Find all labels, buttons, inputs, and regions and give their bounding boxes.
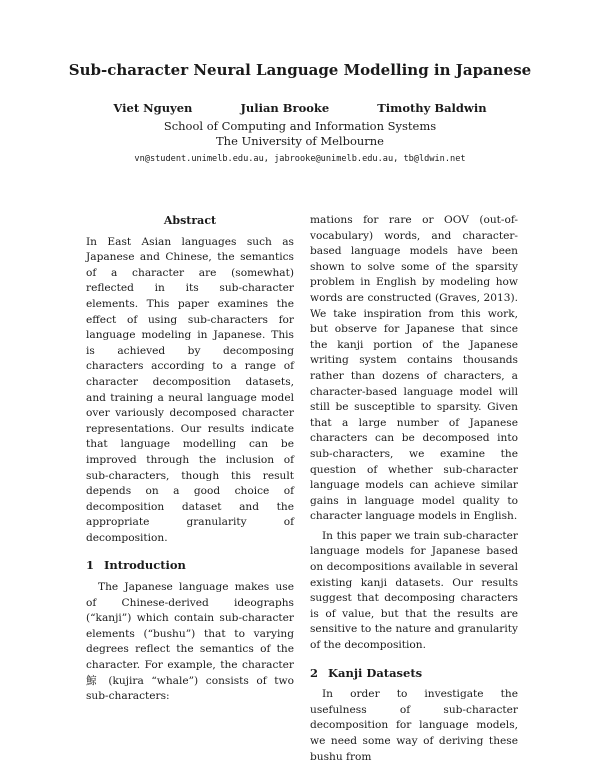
abstract-text: In East Asian languages such as Japanese and Chinese, the semantics of a character are (somewhat) reflected in its sub-character elements. This paper examines the effect of using sub-characters for language modeling in Japanese. This is achieved by decomposing characters according to a range of character decomposition datasets, and training a neural language model over variously decomposed character representations. Our results indicate that language modelling can be improved through the inclusion of sub-characters, though this result depends on a good choice of decomposition dataset and the appropriate granularity of decomposition. bbox=[86, 235, 294, 544]
section-1-number: 1 bbox=[86, 558, 95, 573]
introduction-paragraph-2: In this paper we train sub-character language models for Japanese based on decompositions available in several existing kanji datasets. Our results suggest that decomposing characters is of value, but that the results are sensitive to the nature and granularity of the decomposition. bbox=[310, 529, 518, 652]
left-column bbox=[86, 213, 294, 705]
affiliation-line-1: School of Computing and Information Systems bbox=[163, 119, 437, 133]
introduction-paragraph-continued: mations for rare or OOV (out-of-vocabulary) words, and character-based language models have been shown to solve some of the sparsity problem in English by modeling how words are constructed (Graves, 2013). We take inspiration from this work, but observe for Japanese that since the kanji portion of the Japanese writing system contains thousands rather than dozens of characters, a character-based language model will still be susceptible to sparsity. Given that a large number of Japanese characters can be decomposed into sub-characters, we examine the question of whether sub-character language models can achieve similar gains in language model quality to character language models in English. bbox=[310, 214, 518, 523]
introduction-paragraph-1: The Japanese language makes use of Chinese-derived ideographs (“kanji”) which contain sub-character elements (“bushu”) that to varying degrees reflect the semantics of the character. For example, the character 鯨 (kujira “whale”) consists of two sub-characters: bbox=[86, 581, 294, 703]
affiliation-line-2: The University of Melbourne bbox=[216, 134, 384, 148]
author-emails: vn@student.unimelb.edu.au, jabrooke@unimelb.edu.au, tb@ldwin.net bbox=[134, 154, 466, 164]
author-3: Timothy Baldwin bbox=[377, 101, 487, 115]
author-1: Viet Nguyen bbox=[113, 101, 193, 115]
section-1-heading bbox=[86, 558, 294, 574]
section-2-number: 2 bbox=[310, 665, 319, 680]
section-2-heading bbox=[310, 666, 518, 682]
author-list bbox=[0, 100, 600, 116]
paper-title: Sub-character Neural Language Modelling in Japanese bbox=[68, 61, 532, 79]
kanji-datasets-paragraph-1: In order to investigate the usefulness of sub-character decomposition for language models, we need some way of deriving these bushu from bbox=[310, 688, 518, 763]
section-2-title: Kanji Datasets bbox=[328, 665, 423, 680]
section-1-title: Introduction bbox=[104, 558, 186, 573]
right-column bbox=[310, 213, 518, 765]
abstract-heading: Abstract bbox=[163, 214, 217, 227]
author-2: Julian Brooke bbox=[240, 101, 330, 115]
